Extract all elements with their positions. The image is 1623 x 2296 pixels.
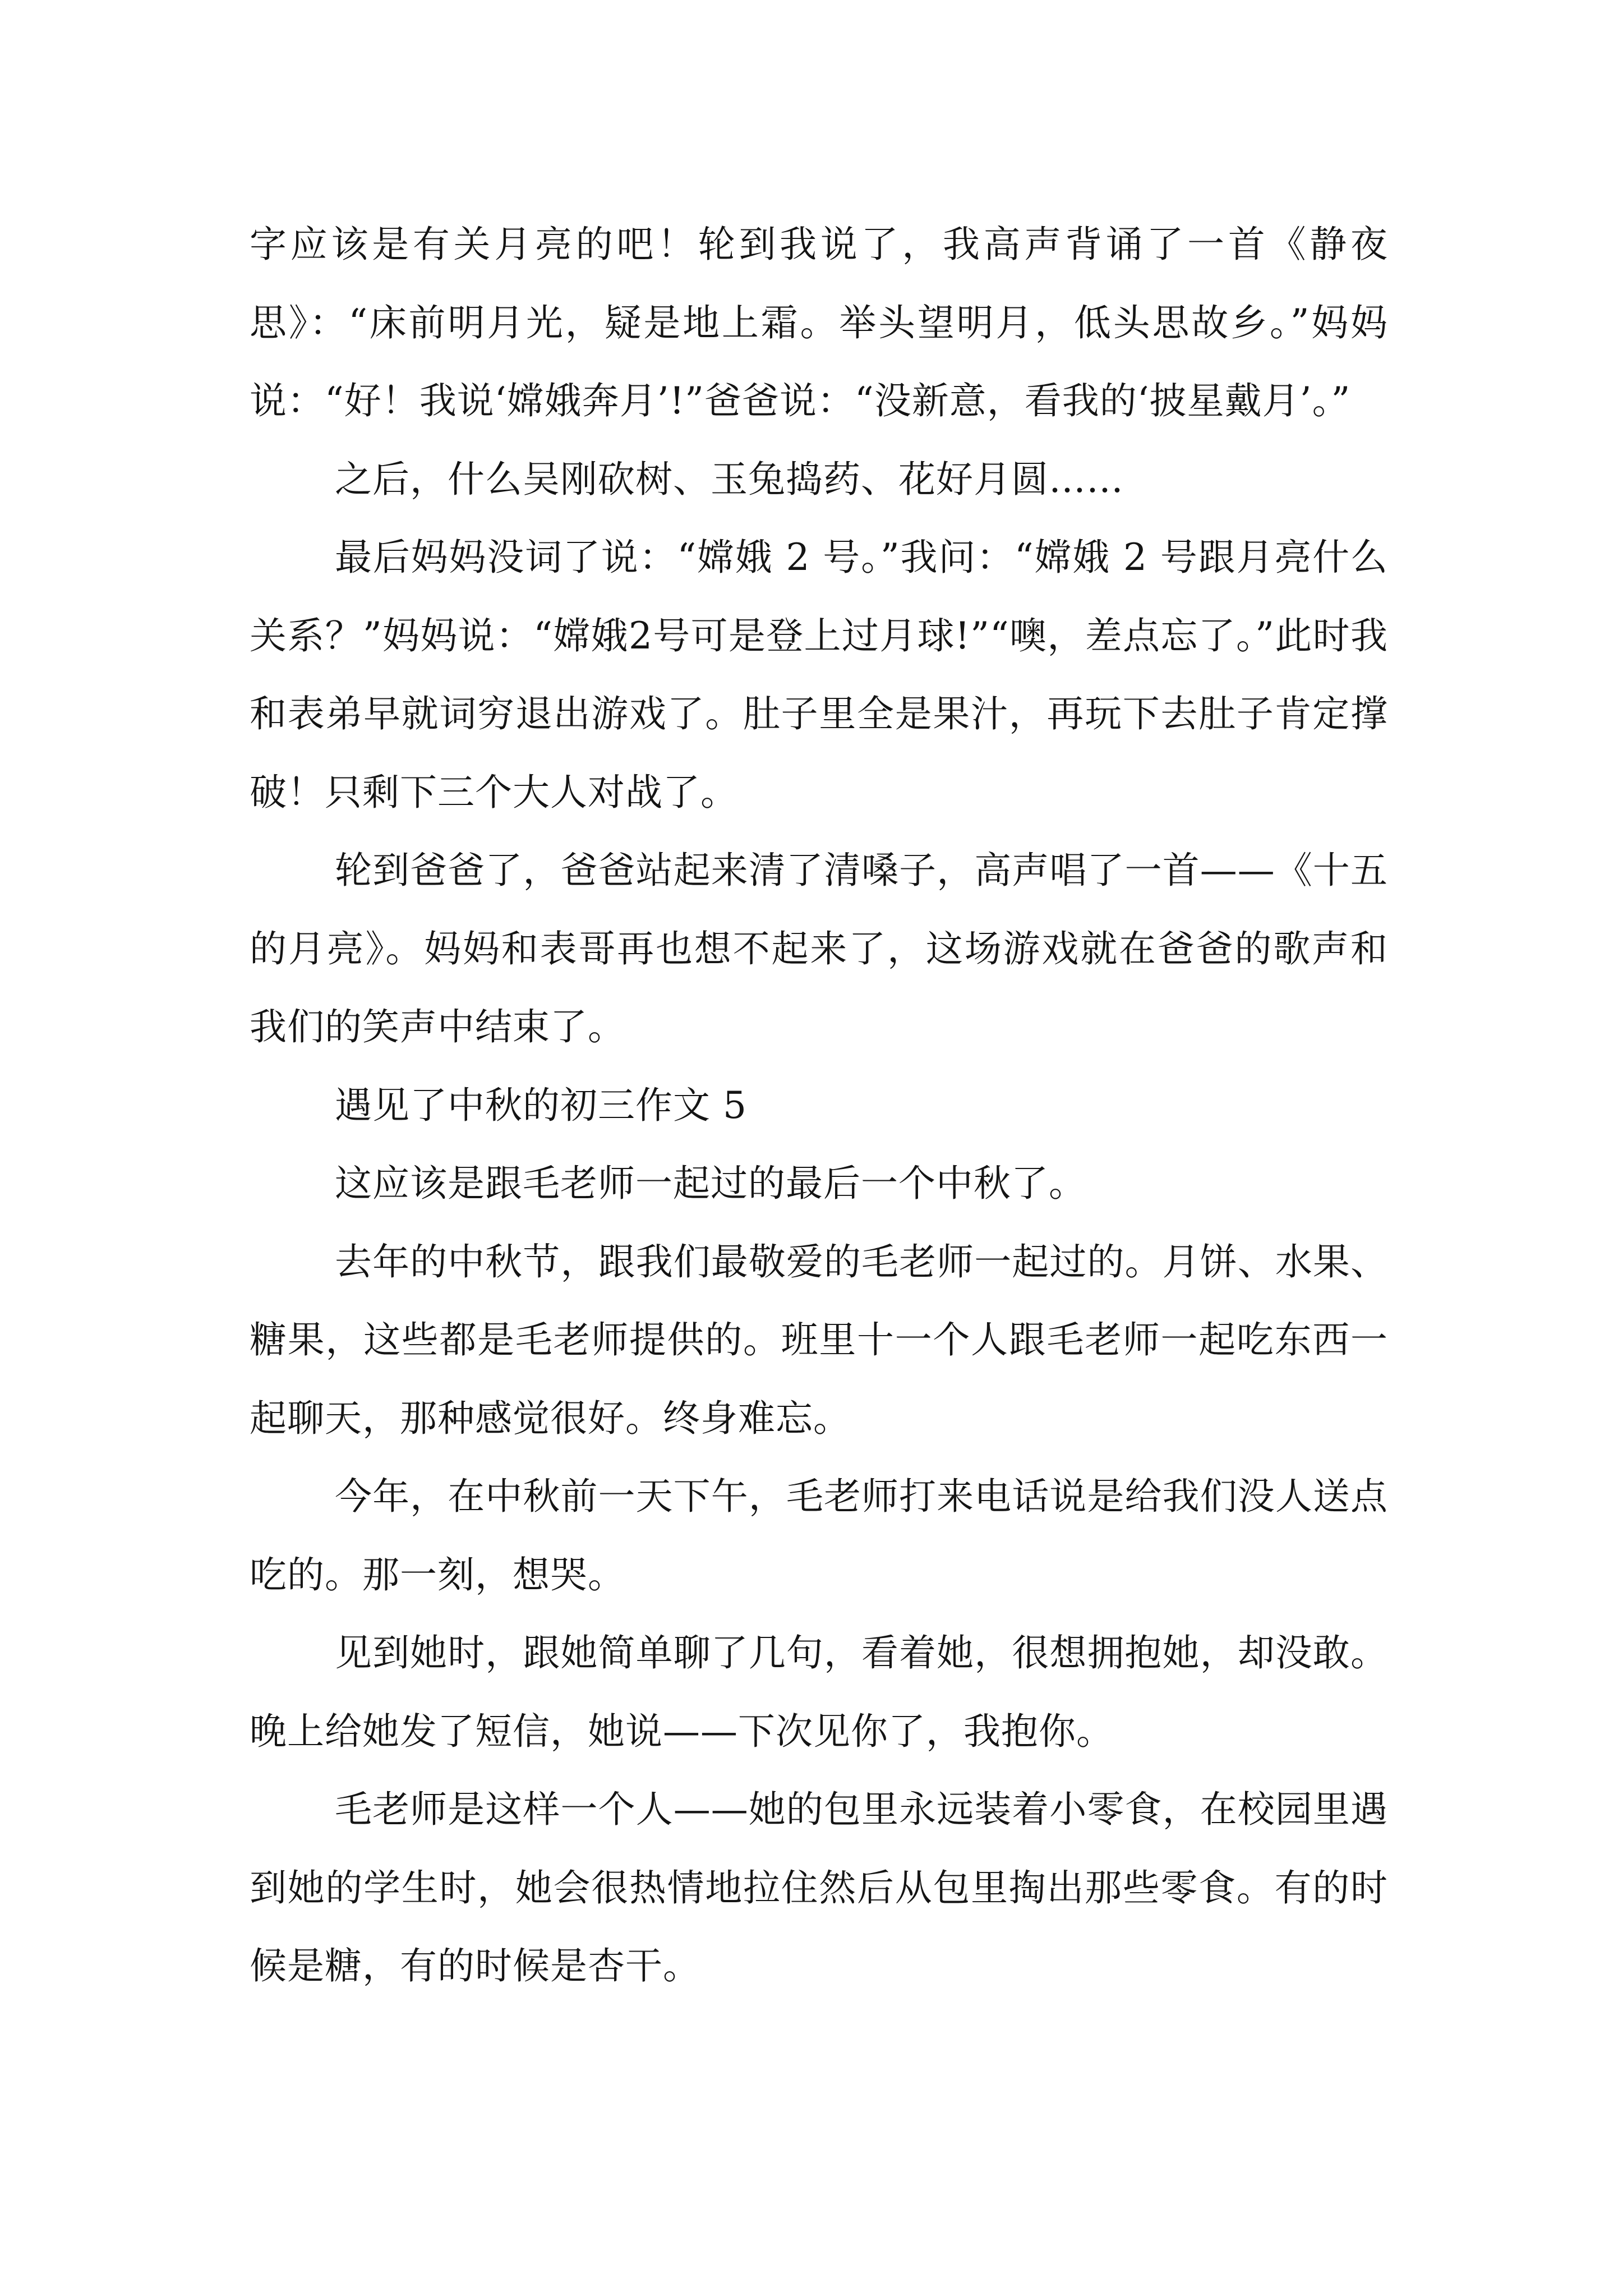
essay-heading: 遇见了中秋的初三作文 5 bbox=[335, 1083, 747, 1127]
paragraph: 最后妈妈没词了说：“嫦娥 2 号。”我问：“嫦娥 2 号跟月亮什么关系？”妈妈说：“嫦娥2号可是登上过月球!”“噢，差点忘了。”此时我和表弟早就词穷退出游戏了。肚子里全是果汁，再玩下去肚子肯定撑破！只剩下三个大人对战了。 bbox=[250, 536, 1388, 814]
paragraph-continuation: 字应该是有关月亮的吧！轮到我说了，我高声背诵了一首《静夜思》：“床前明月光，疑是地上霜。举头望明月，低头思故乡。”妈妈说：“好！我说‘嫦娥奔月’!”爸爸说：“没新意，看我的‘披星戴月’。” bbox=[250, 223, 1388, 422]
paragraph: 去年的中秋节，跟我们最敬爱的毛老师一起过的。月饼、水果、糖果，这些都是毛老师提供的。班里十一个人跟毛老师一起吃东西一起聊天，那种感觉很好。终身难忘。 bbox=[250, 1240, 1388, 1440]
paragraph: 见到她时，跟她简单聊了几句，看着她，很想拥抱她，却没敢。晚上给她发了短信，她说——下次见你了，我抱你。 bbox=[250, 1631, 1388, 1753]
paragraph: 轮到爸爸了，爸爸站起来清了清嗓子，高声唱了一首——《十五的月亮》。妈妈和表哥再也想不起来了，这场游戏就在爸爸的歌声和我们的笑声中结束了。 bbox=[250, 849, 1388, 1048]
paragraph: 毛老师是这样一个人——她的包里永远装着小零食，在校园里遇到她的学生时，她会很热情地拉住然后从包里掏出那些零食。有的时候是糖，有的时候是杏干。 bbox=[250, 1788, 1388, 1987]
paragraph: 之后，什么吴刚砍树、玉兔捣药、花好月圆…… bbox=[335, 457, 1124, 501]
paragraph: 今年，在中秋前一天下午，毛老师打来电话说是给我们没人送点吃的。那一刻，想哭。 bbox=[250, 1475, 1388, 1596]
document-body bbox=[250, 205, 1388, 2005]
paragraph: 这应该是跟毛老师一起过的最后一个中秋了。 bbox=[335, 1162, 1086, 1205]
